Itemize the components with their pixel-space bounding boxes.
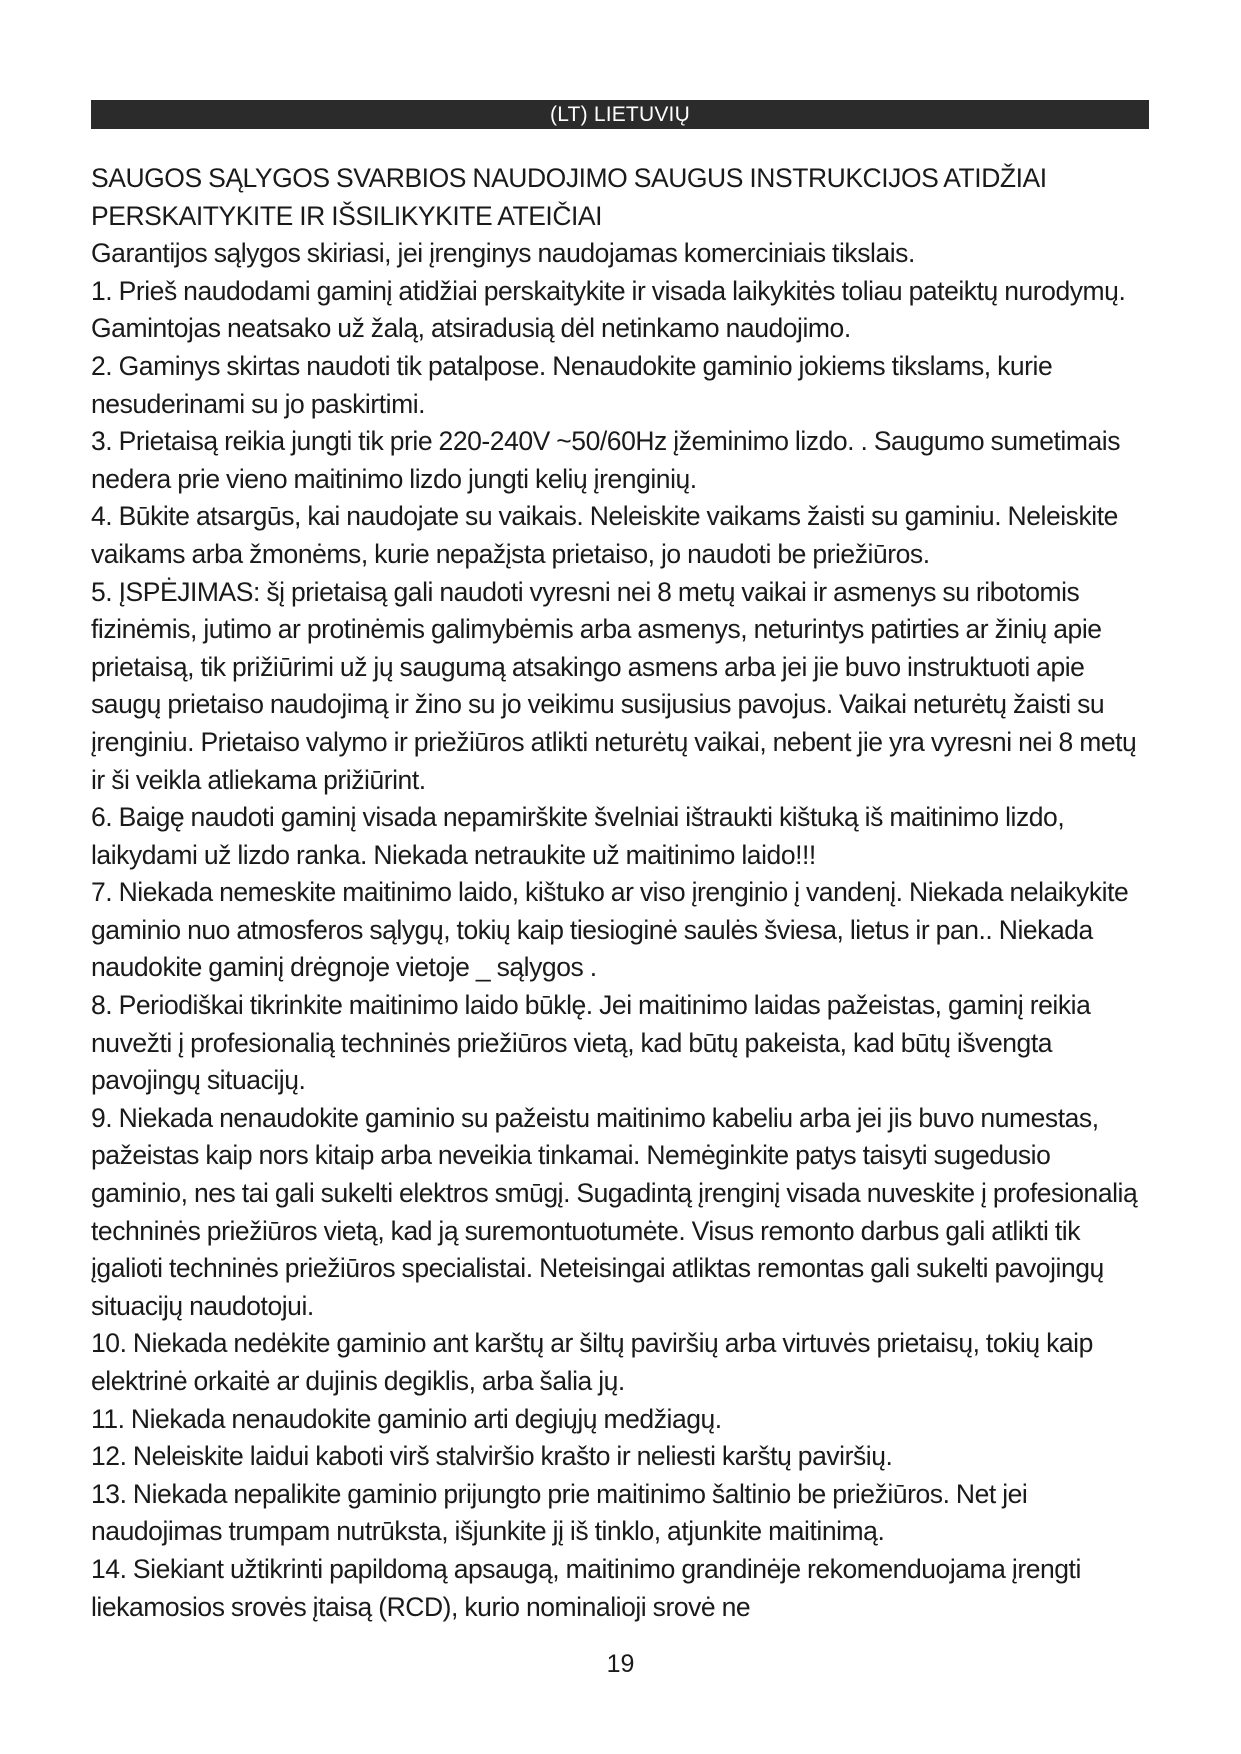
- instruction-item-7: 7. Niekada nemeskite maitinimo laido, kištuko ar viso įrenginio į vandenį. Niekada nelaikykite gaminio nuo atmosferos sąlygų, tokių kaip tiesioginė saulės šviesa, lietus ir pan.. Niekada naudokite gaminį drėgnoje vietoje _ sąlygos .: [91, 877, 1129, 983]
- language-header-bar: [91, 100, 1149, 129]
- instruction-item-3: 3. Prietaisą reikia jungti tik prie 220-240V ~50/60Hz įžeminimo lizdo. . Saugumo sumetimais nedera prie vieno maitinimo lizdo jungti kelių įrenginių.: [91, 426, 1121, 494]
- instruction-item-2: 2. Gaminys skirtas naudoti tik patalpose. Nenaudokite gaminio jokiems tikslams, kurie nesuderinami su jo paskirtimi.: [91, 350, 1053, 419]
- instruction-item-5: 5. ĮSPĖJIMAS: šį prietaisą gali naudoti vyresni nei 8 metų vaikai ir asmenys su ribotomis fizinėmis, jutimo ar protinėmis galimybėmis arba asmenys, neturintys patirties ar žinių apie prietaisą, tik prižiūrimi už jų saugumą atsakingo asmens arba jei jie buvo instruktuoti apie saugų prietaiso naudojimą ir žino su jo veikimu susijusius pavojus. Vaikai neturėtų žaisti su įrenginiu. Prietaiso valymo ir priežiūros atlikti neturėtų vaikai, nebent jie yra vyresni nei 8 metų ir ši veikla atliekama prižiūrint.: [91, 576, 1137, 795]
- instruction-item-11: 11. Niekada nenaudokite gaminio arti degiųjų medžiagų.: [91, 1403, 722, 1434]
- instruction-item-6: 6. Baigę naudoti gaminį visada nepamirškite švelniai ištraukti kištuką iš maitinimo lizdo, laikydami už lizdo ranka. Niekada netraukite už maitinimo laido!!!: [91, 802, 1065, 870]
- instruction-item-1: 1. Prieš naudodami gaminį atidžiai perskaitykite ir visada laikykitės toliau pateiktų nurodymų. Gamintojas neatsako už žalą, atsiradusią dėl netinkamo naudojimo.: [91, 275, 1126, 344]
- instruction-item-4: 4. Būkite atsargūs, kai naudojate su vaikais. Neleiskite vaikams žaisti su gaminiu. Neleiskite vaikams arba žmonėms, kurie nepažįsta prietaiso, jo naudoti be priežiūros.: [91, 501, 1118, 569]
- instruction-item-8: 8. Periodiškai tikrinkite maitinimo laido būklę. Jei maitinimo laidas pažeistas, gaminį reikia nuvežti į profesionalią techninės priežiūros vietą, kad būtų pakeista, kad būtų išvengta pavojingų situacijų.: [91, 990, 1091, 1096]
- instruction-item-12: 12. Neleiskite laidui kaboti virš stalviršio krašto ir neliesti karštų paviršių.: [91, 1441, 893, 1472]
- instruction-item-10: 10. Niekada nedėkite gaminio ant karštų ar šiltų paviršių arba virtuvės prietaisų, tokių kaip elektrinė orkaitė ar dujinis degiklis, arba šalia jų.: [91, 1328, 1093, 1396]
- intro-paragraph: Garantijos sąlygos skiriasi, jei įrenginys naudojamas komerciniais tikslais.: [91, 238, 915, 269]
- language-label: (LT) LIETUVIŲ: [550, 103, 690, 126]
- section-title: SAUGOS SĄLYGOS SVARBIOS NAUDOJIMO SAUGUS INSTRUKCIJOS ATIDŽIAI PERSKAITYKITE IR IŠSILIKYKITE ATEIČIAI: [91, 163, 1047, 231]
- page-number: 19: [606, 1650, 635, 1678]
- instruction-item-13: 13. Niekada nepalikite gaminio prijungto prie maitinimo šaltinio be priežiūros. Net jei naudojimas trumpam nutrūksta, išjunkite jį iš tinklo, atjunkite maitinimą.: [91, 1478, 1028, 1547]
- instruction-item-9: 9. Niekada nenaudokite gaminio su pažeistu maitinimo kabeliu arba jei jis buvo numestas, pažeistas kaip nors kitaip arba neveikia tinkamai. Nemėginkite patys taisyti sugedusio gaminio, nes tai gali sukelti elektros smūgį. Sugadintą įrenginį visada nuveskite į profesionalią techninės priežiūros vietą, kad ją suremontuotumėte. Visus remonto darbus gali atlikti tik įgalioti techninės priežiūros specialistai. Neteisingai atliktas remontas gali sukelti pavojingų situacijų naudotojui.: [91, 1102, 1138, 1321]
- instructions-content: [91, 160, 1151, 1626]
- instruction-item-14: 14. Siekiant užtikrinti papildomą apsaugą, maitinimo grandinėje rekomenduojama įrengti liekamosios srovės įtaisą (RCD), kurio nominalioji srovė ne: [91, 1553, 1081, 1622]
